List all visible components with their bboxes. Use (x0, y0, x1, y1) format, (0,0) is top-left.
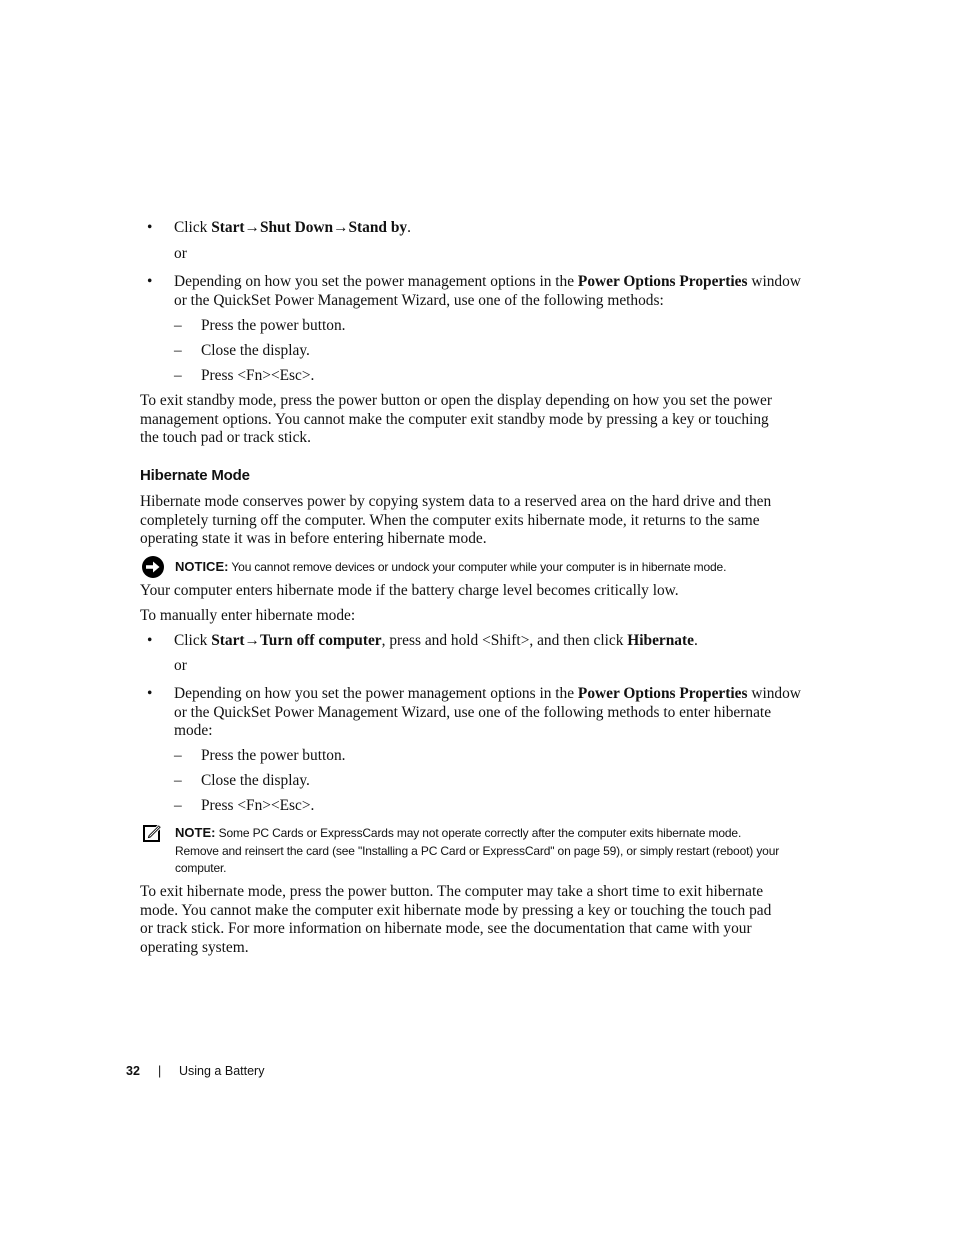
notice-text: You cannot remove devices or undock your computer while your computer is in hibernate mode. (228, 560, 727, 574)
section-heading: Hibernate Mode (140, 467, 250, 484)
notice-label: NOTICE: (175, 559, 229, 574)
power-options-properties: Power Options Properties (577, 685, 748, 702)
bullet-marker: • (147, 273, 153, 290)
bullet-marker: • (147, 632, 153, 649)
text: . (693, 632, 698, 649)
exit-hibernate-paragraph (140, 883, 812, 957)
bullet-marker: • (147, 685, 153, 702)
note-text: Some PC Cards or ExpressCards may not operate correctly after the computer exits hibernate mode. (215, 826, 742, 840)
notice-icon (141, 555, 165, 579)
menu-path-stand-by: Stand by (348, 219, 408, 236)
note-block (175, 824, 825, 878)
battery-line: Your computer enters hibernate mode if the battery charge level becomes critically low. (140, 582, 679, 599)
hibernate-bullet-click (174, 632, 814, 651)
exit-standby-paragraph (140, 392, 812, 448)
text: Click (174, 632, 212, 649)
text: Depending on how you set the power management options in the (174, 685, 578, 702)
note-text: Remove and reinsert the card (see "Installing a PC Card or ExpressCard" on page 59), or simply restart (reboot) your (175, 843, 780, 858)
note-text: computer. (175, 861, 227, 876)
text: , press and hold <Shift>, and then click (381, 632, 628, 649)
menu-path-turn-off: Turn off computer (259, 632, 382, 649)
hibernate-bullet-depending (174, 685, 824, 741)
hibernate-option: Hibernate (627, 632, 694, 649)
text-line: or track stick. For more information on hibernate mode, see the documentation that came with your (140, 920, 752, 938)
dash-marker: – (174, 317, 182, 334)
text-line: operating system. (140, 938, 249, 956)
text-line: To exit hibernate mode, press the power button. The computer may take a short time to exit hibernate (140, 883, 764, 900)
dash-item: Close the display. (201, 342, 310, 359)
dash-item: Close the display. (201, 772, 310, 789)
notice-block (175, 558, 726, 577)
dash-marker: – (174, 747, 182, 764)
text-line: Hibernate mode conserves power by copying system data to a reserved area on the hard drive and then (140, 493, 772, 510)
text: Click (174, 219, 212, 236)
text: or the QuickSet Power Management Wizard, use one of the following methods: (174, 291, 664, 309)
text-line: management options. You cannot make the computer exit standby mode by pressing a key or touching (140, 410, 769, 428)
arrow: → (244, 219, 260, 236)
menu-path-start: Start (211, 632, 245, 649)
arrow: → (333, 219, 349, 236)
arrow: → (244, 632, 260, 649)
text: window (747, 273, 801, 290)
text: . (407, 219, 411, 236)
dash-item: Press <Fn><Esc>. (201, 367, 315, 384)
text: window (747, 685, 801, 702)
standby-bullet-depending (174, 273, 824, 310)
hibernate-intro-paragraph (140, 493, 812, 549)
footer-separator: | (158, 1064, 162, 1078)
dash-item: Press the power button. (201, 747, 346, 764)
note-label: NOTE: (175, 825, 216, 840)
dash-marker: – (174, 342, 182, 359)
bullet-marker: • (147, 219, 153, 236)
dash-item: Press <Fn><Esc>. (201, 797, 315, 814)
text-line: To exit standby mode, press the power button or open the display depending on how you set the power (140, 392, 772, 409)
note-pencil-icon (142, 822, 164, 844)
text: Depending on how you set the power management options in the (174, 273, 578, 290)
or-separator: or (174, 657, 187, 674)
menu-path-shut-down: Shut Down (259, 219, 334, 236)
dash-marker: – (174, 367, 182, 384)
text-line: the touch pad or track stick. (140, 429, 311, 447)
dash-item: Press the power button. (201, 317, 346, 334)
text-line: mode. You cannot make the computer exit hibernate mode by pressing a key or touching the touch pad (140, 901, 772, 919)
manual-line: To manually enter hibernate mode: (140, 607, 356, 624)
footer-section-title: Using a Battery (179, 1064, 265, 1078)
text-line: completely turning off the computer. When the computer exits hibernate mode, it returns to the same (140, 511, 760, 529)
standby-bullet-click (174, 219, 814, 238)
power-options-properties: Power Options Properties (577, 273, 748, 290)
page-number: 32 (126, 1064, 140, 1078)
dash-marker: – (174, 772, 182, 789)
dash-marker: – (174, 797, 182, 814)
menu-path-start: Start (211, 219, 245, 236)
text-line: operating state it was in before entering hibernate mode. (140, 530, 487, 548)
text: mode: (174, 722, 213, 740)
or-separator: or (174, 245, 187, 262)
text: or the QuickSet Power Management Wizard, use one of the following methods to enter hibernate (174, 703, 772, 721)
